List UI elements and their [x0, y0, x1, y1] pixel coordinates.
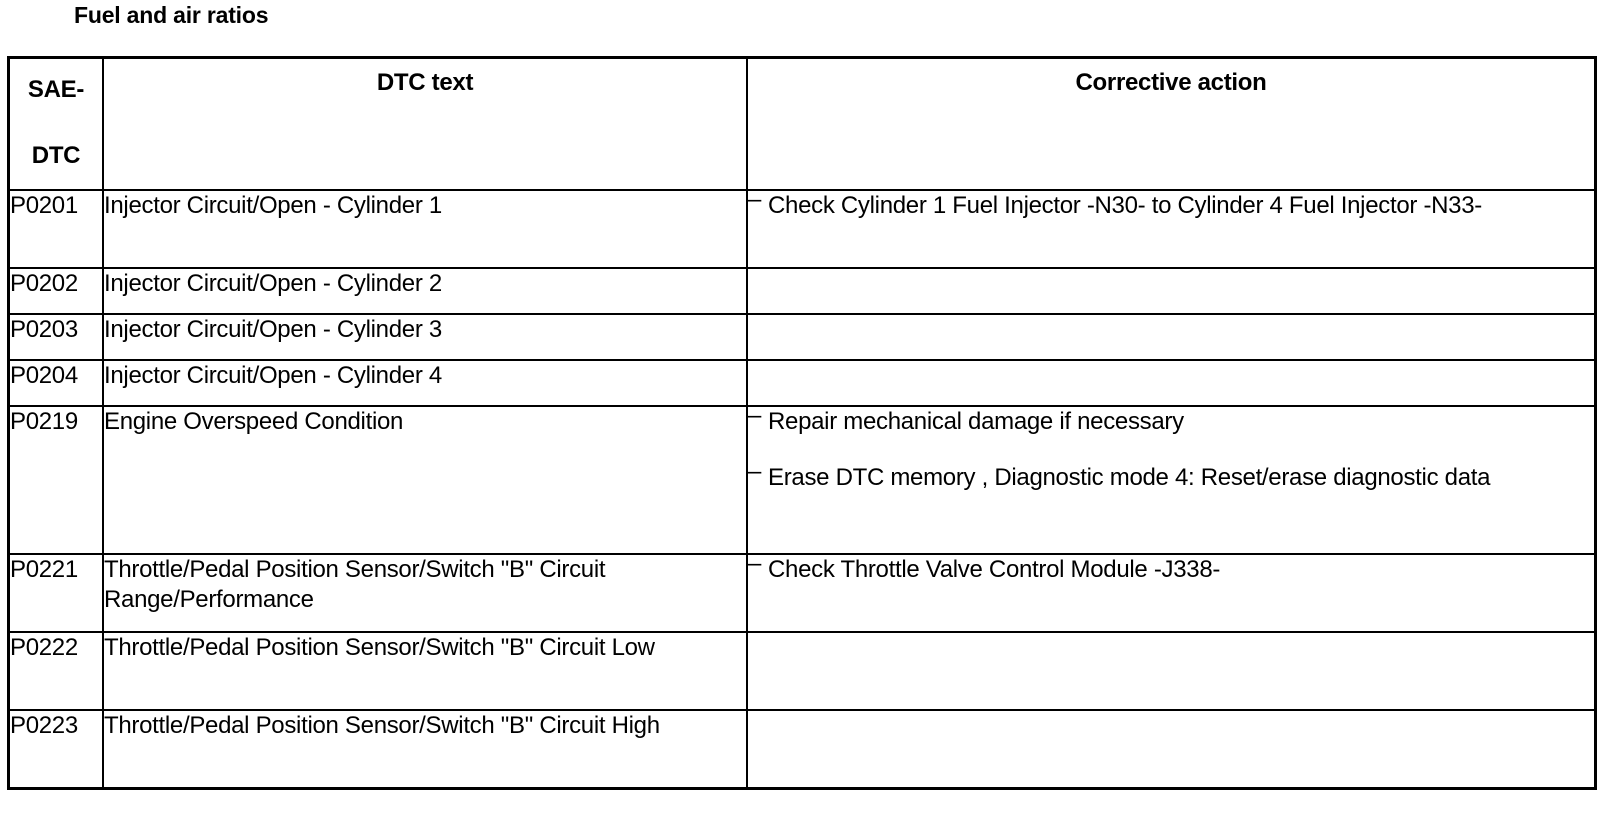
dtc-text-cell: Throttle/Pedal Position Sensor/Switch "B" Circuit Range/Performance — [103, 554, 747, 632]
dtc-text-cell: Throttle/Pedal Position Sensor/Switch "B" Circuit High — [103, 710, 747, 789]
corrective-action-cell — [747, 402, 1596, 554]
corrective-action-cell — [747, 360, 1596, 406]
corrective-action-text: Erase DTC memory , Diagnostic mode 4: Reset/erase diagnostic data — [768, 464, 1491, 491]
header-sae-dtc-line2: DTC — [31, 142, 81, 169]
dtc-code-cell: P0204 — [9, 360, 104, 406]
corrective-action-cell — [747, 268, 1596, 314]
corrective-action-text: Check Cylinder 1 Fuel Injector -N30- to Cylinder 4 Fuel Injector -N33- — [768, 192, 1482, 219]
table-row — [9, 406, 1596, 554]
dtc-text-cell: Injector Circuit/Open - Cylinder 1 — [103, 190, 747, 268]
table-body — [9, 186, 1596, 789]
corrective-action-item — [748, 458, 1594, 493]
corrective-action-cell — [747, 632, 1596, 710]
table-header-row — [9, 58, 1596, 191]
dtc-code-cell: P0202 — [9, 268, 104, 314]
table-row — [9, 268, 1596, 314]
corrective-action-cell — [747, 186, 1596, 268]
corrective-action-item — [748, 402, 1594, 437]
table-row — [9, 554, 1596, 632]
dtc-text-cell: Injector Circuit/Open - Cylinder 3 — [103, 314, 747, 360]
dtc-code-cell: P0223 — [9, 710, 104, 789]
dtc-code-cell: P0201 — [9, 190, 104, 268]
corrective-action-text: Check Throttle Valve Control Module -J338- — [768, 556, 1221, 583]
corrective-action-text: Repair mechanical damage if necessary — [768, 408, 1184, 435]
dtc-text-cell: Injector Circuit/Open - Cylinder 4 — [103, 360, 747, 406]
header-sae-dtc — [9, 58, 104, 191]
dash-bullet-icon: – — [748, 402, 762, 429]
dtc-code-cell: P0219 — [9, 406, 104, 554]
corrective-action-cell — [747, 710, 1596, 789]
corrective-action-item — [748, 550, 1594, 585]
section-title: Fuel and air ratios — [74, 2, 269, 28]
corrective-action-cell — [747, 550, 1596, 632]
table-row — [9, 710, 1596, 789]
dtc-code-cell: P0222 — [9, 632, 104, 710]
dtc-code-cell: P0203 — [9, 314, 104, 360]
dtc-code-cell: P0221 — [9, 554, 104, 632]
corrective-action-cell — [747, 314, 1596, 360]
table-row — [9, 360, 1596, 406]
dash-bullet-icon: – — [748, 550, 762, 577]
dtc-text-cell: Engine Overspeed Condition — [103, 406, 747, 554]
table-row — [9, 314, 1596, 360]
header-corrective-action: Corrective action — [747, 58, 1596, 191]
dtc-text-cell: Throttle/Pedal Position Sensor/Switch "B" Circuit Low — [103, 632, 747, 710]
table-row — [9, 632, 1596, 710]
dash-bullet-icon: – — [748, 458, 762, 485]
dtc-text-cell: Injector Circuit/Open - Cylinder 2 — [103, 268, 747, 314]
table-row — [9, 190, 1596, 268]
corrective-action-item — [748, 186, 1594, 221]
dash-bullet-icon: – — [748, 186, 762, 213]
dtc-table — [7, 56, 1597, 790]
header-sae-dtc-line1: SAE- — [27, 76, 85, 103]
header-dtc-text: DTC text — [103, 58, 747, 191]
